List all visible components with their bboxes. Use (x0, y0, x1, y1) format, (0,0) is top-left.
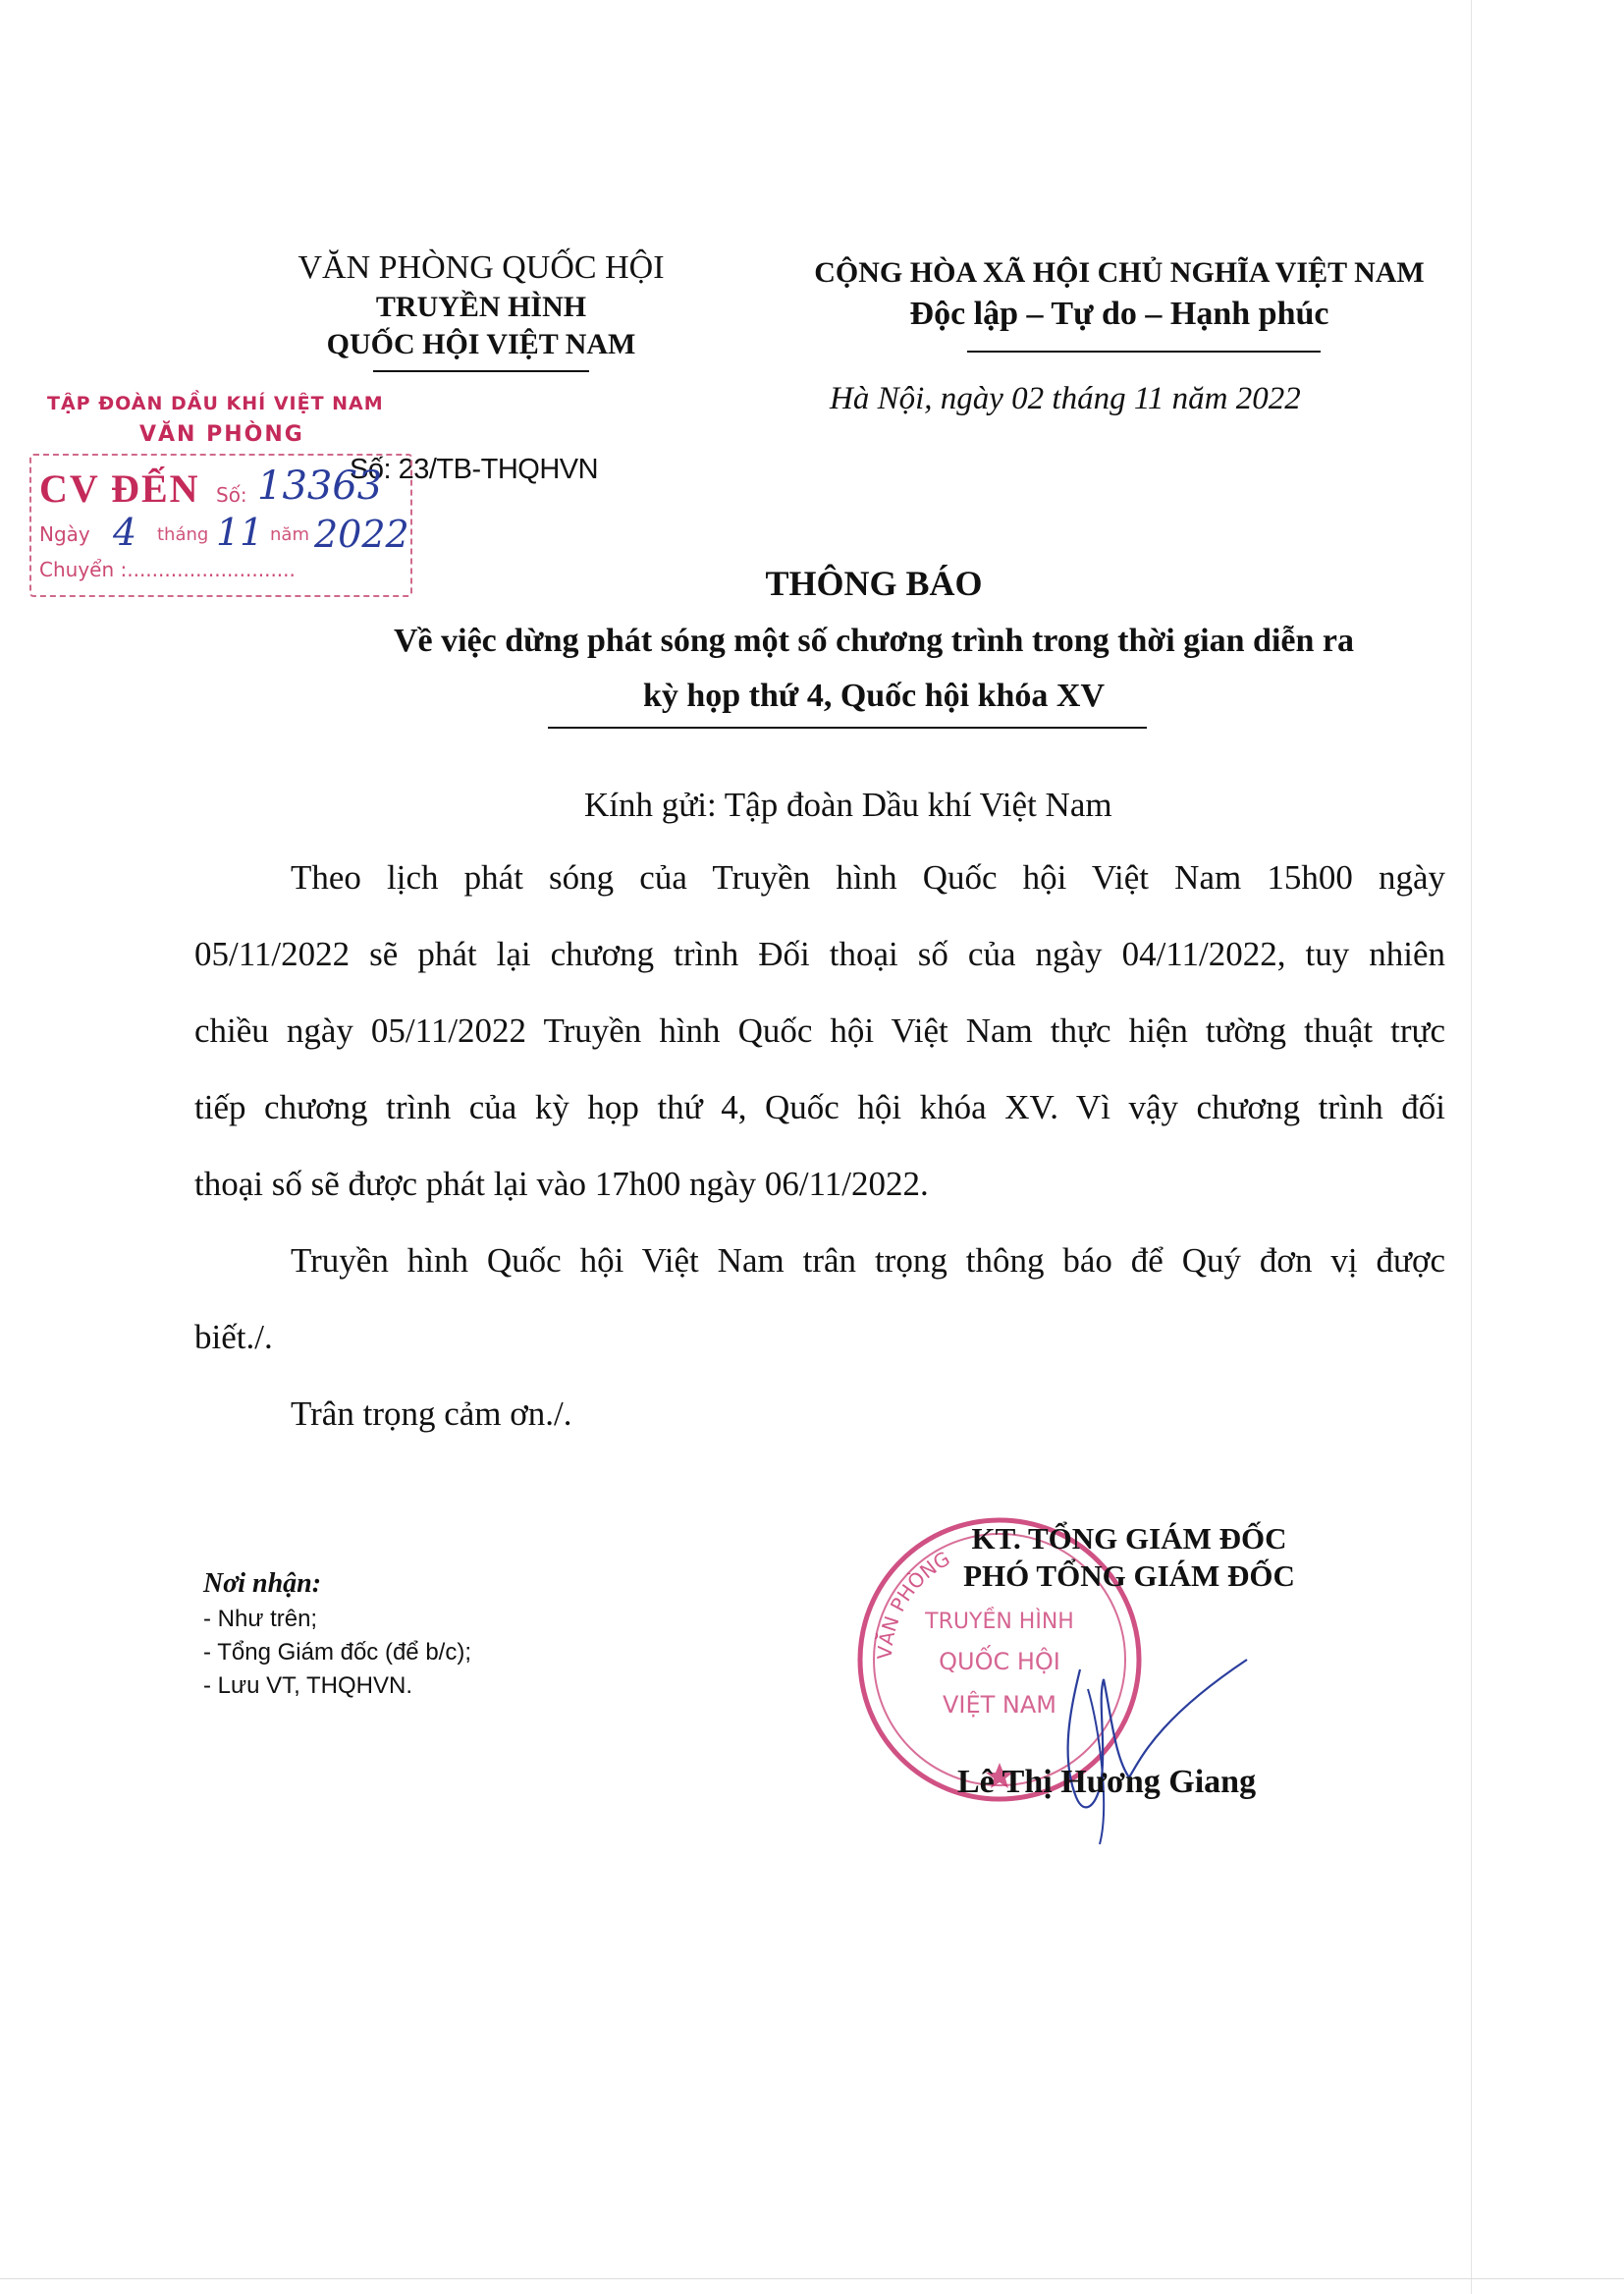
agency-header (245, 247, 717, 363)
recipient-item: - Như trên; (203, 1606, 318, 1632)
salutation: Kính gửi: Tập đoàn Dầu khí Việt Nam (584, 786, 1112, 824)
agency-line3: QUỐC HỘI VIỆT NAM (326, 328, 636, 360)
page-edge (1471, 0, 1472, 2294)
paragraph1-line1: Theo lịch phát sóng của Truyền hình Quốc hội Việt Nam 15h00 ngày (291, 858, 1445, 897)
country-name: CỘNG HÒA XÃ HỘI CHỦ NGHĨA VIỆT NAM (814, 256, 1425, 289)
motto-underline (967, 351, 1321, 353)
recipients-block (203, 1565, 471, 1703)
national-motto: Độc lập – Tự do – Hạnh phúc (909, 296, 1329, 332)
agency-line1: VĂN PHÒNG QUỐC HỘI (298, 249, 665, 286)
subject-underline (548, 727, 1147, 729)
national-header (805, 253, 1434, 336)
signature-title-1: KT. TỔNG GIÁM ĐỐC (971, 1521, 1287, 1556)
paragraph1-line4: tiếp chương trình của kỳ họp thứ 4, Quốc hội khóa XV. Vì vậy chương trình đối (194, 1088, 1445, 1126)
signatory-name: Lê Thị Hương Giang (957, 1764, 1257, 1800)
subject-line-2: kỳ họp thứ 4, Quốc hội khóa XV (642, 678, 1106, 714)
document-number: Số: 23/TB-THQHVN (350, 454, 599, 485)
paragraph1-line3: chiều ngày 05/11/2022 Truyền hình Quốc hội Việt Nam thực hiện tường thuật trực (194, 1011, 1445, 1050)
seal-outer-text: VĂN PHÒNG (872, 1546, 954, 1661)
signature-title-2: PHÓ TỔNG GIÁM ĐỐC (963, 1558, 1295, 1593)
recipients-label: Nơi nhận: (203, 1568, 322, 1599)
stamp-thang-label: tháng (157, 524, 209, 545)
paragraph1-line5: thoại số sẽ được phát lại vào 17h00 ngày 06/11/2022. (194, 1165, 929, 1203)
recipient-item: - Tổng Giám đốc (để b/c); (203, 1639, 471, 1666)
stamp-nam-value: 2022 (314, 513, 409, 556)
closing-line: Trân trọng cảm ơn./. (291, 1394, 572, 1433)
subject-line-1: Về việc dừng phát sóng một số chương trình trong thời gian diễn ra (394, 623, 1354, 659)
stamp-ngay-value: 4 (113, 511, 137, 554)
stamp-so-value: 13363 (257, 464, 383, 509)
seal-inner-line1: TRUYỀN HÌNH (925, 1610, 1074, 1634)
agency-underline (373, 370, 589, 372)
seal-inner-line3: VIỆT NAM (942, 1691, 1057, 1719)
stamp-chuyen-label: Chuyển :........................... (39, 558, 296, 581)
stamp-cv-den: CV ĐẾN (39, 466, 200, 511)
stamp-org-line: TẬP ĐOÀN DẦU KHÍ VIỆT NAM (47, 393, 384, 414)
handwritten-signature (1041, 1611, 1267, 1846)
agency-line2: TRUYỀN HÌNH (375, 291, 587, 323)
stamp-ngay-label: Ngày (39, 522, 90, 546)
place-date: Hà Nội, ngày 02 tháng 11 năm 2022 (830, 381, 1301, 416)
page-bottom-edge (0, 2278, 1624, 2279)
paragraph2-line2: biết./. (194, 1318, 273, 1356)
recipient-item: - Lưu VT, THQHVN. (203, 1672, 412, 1699)
stamp-thang-value: 11 (216, 511, 264, 554)
paragraph2-line1: Truyền hình Quốc hội Việt Nam trân trọng thông báo để Quý đơn vị được (291, 1241, 1445, 1280)
paragraph1-line2: 05/11/2022 sẽ phát lại chương trình Đối thoại số của ngày 04/11/2022, tuy nhiên (194, 935, 1445, 973)
stamp-so-label: Số: (216, 483, 247, 507)
stamp-nam-label: năm (270, 524, 309, 545)
seal-inner-line2: QUỐC HỘI (939, 1648, 1060, 1675)
stamp-office-line: VĂN PHÒNG (139, 422, 304, 447)
notice-heading: THÔNG BÁO (765, 564, 983, 603)
